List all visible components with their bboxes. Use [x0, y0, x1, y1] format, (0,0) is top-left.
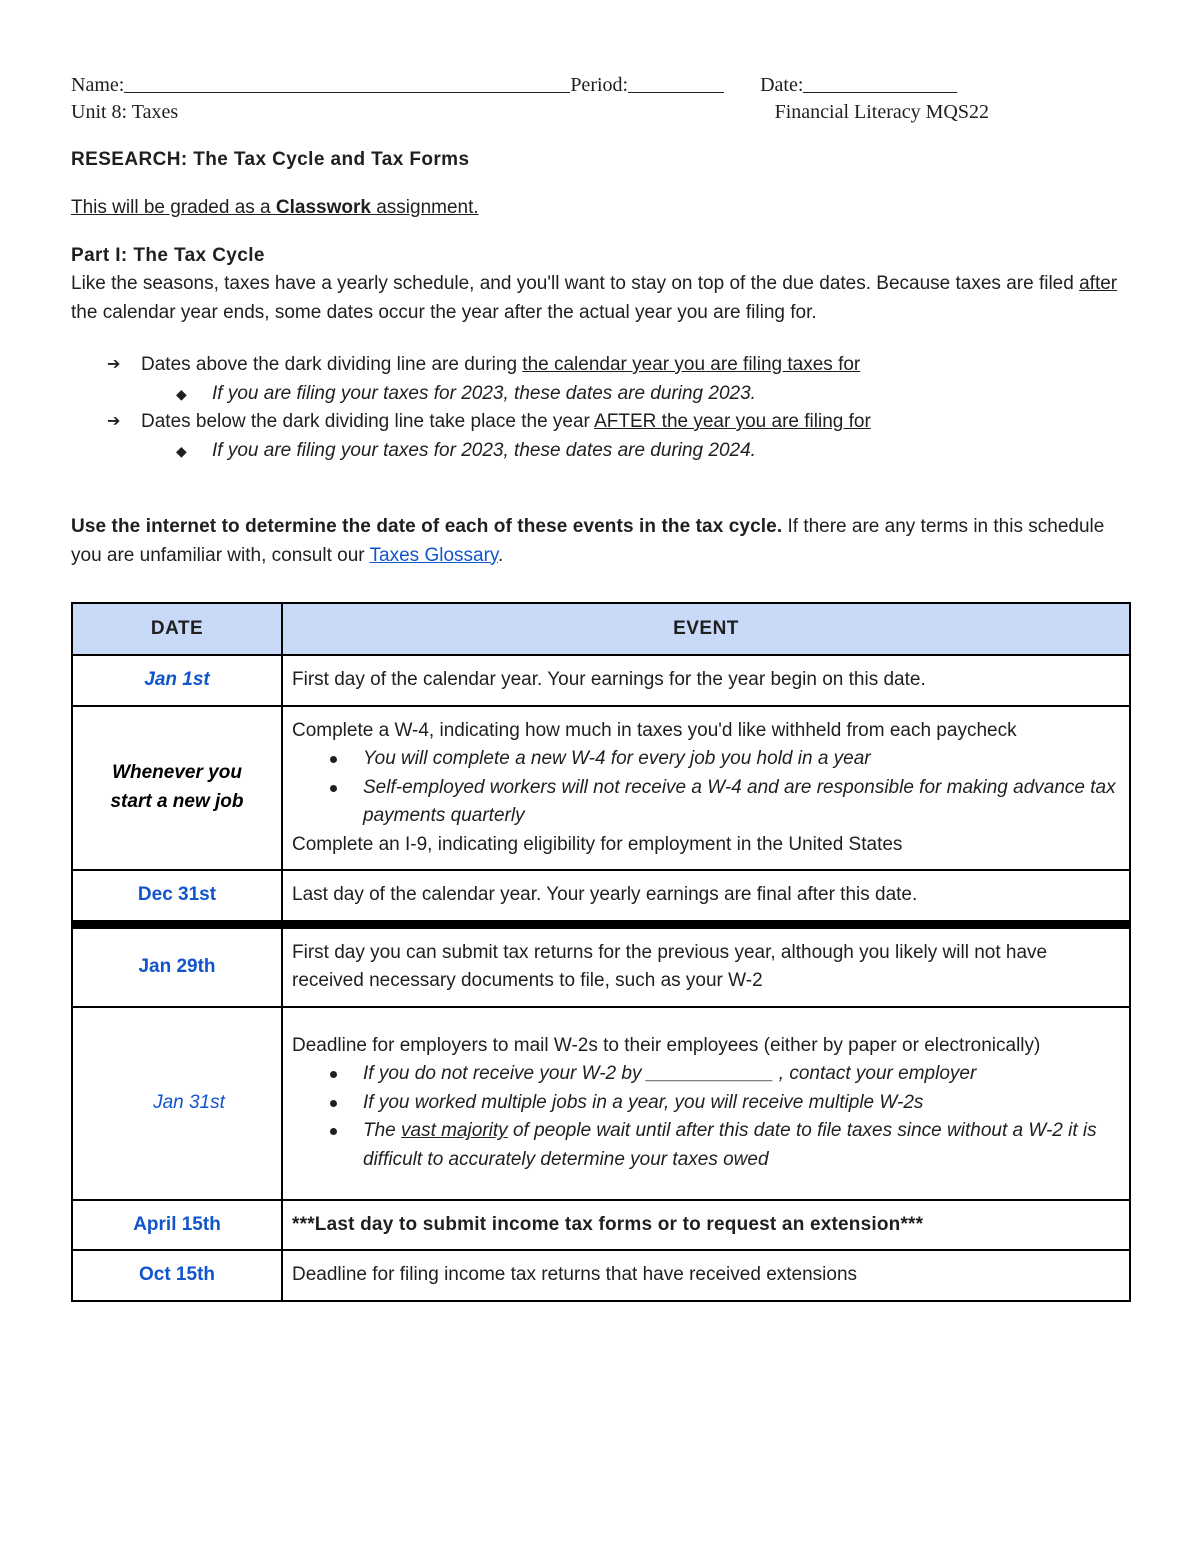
date-label: Date: — [760, 74, 804, 96]
event-text: Complete a W-4, indicating how much in taxes you'd like withheld from each paycheck — [292, 719, 1017, 741]
event-column-header: EVENT — [282, 603, 1130, 655]
header-fields-row — [71, 72, 1131, 99]
rule-example: If you are filing your taxes for 2023, these dates are during 2023. — [212, 382, 756, 404]
bullet-text: The — [363, 1120, 402, 1142]
table-row — [72, 1200, 1130, 1251]
rule-text: Dates above the dark dividing line are during — [141, 354, 523, 375]
rule-underlined: AFTER the year you are filing for — [594, 411, 871, 432]
bullet-icon — [330, 1071, 337, 1078]
bullet-text: Self-employed workers will not receive a W-4 and are responsible for making advance tax payments quarterly — [363, 776, 1116, 826]
instructions-end: . — [498, 544, 504, 566]
grading-note — [71, 194, 1131, 222]
name-label: Name: — [71, 74, 125, 96]
arrow-icon: ➔ — [107, 356, 121, 373]
bullet-underlined: vast majority — [401, 1120, 508, 1142]
diamond-icon: ◆ — [176, 442, 187, 459]
rule-text: Dates below the dark dividing line take place the year — [141, 411, 595, 432]
header-unit-row — [71, 99, 989, 126]
date-field[interactable] — [803, 72, 957, 93]
tax-cycle-table — [71, 602, 1131, 1302]
name-field[interactable] — [124, 72, 570, 93]
date-cell — [72, 706, 282, 871]
intro-underlined: after — [1079, 273, 1118, 294]
date-line: start a new job — [110, 790, 244, 812]
period-label: Period: — [570, 74, 629, 96]
intro-text-1: Like the seasons, taxes have a yearly schedule, and you'll want to stay on top of the due dates. Because taxes are filed — [71, 273, 1080, 294]
date-cell: Jan 31st — [72, 1007, 282, 1200]
bullet-text: If you worked multiple jobs in a year, you will receive multiple W-2s — [363, 1091, 924, 1113]
unit-label: Unit 8: Taxes — [71, 101, 179, 123]
event-cell: Deadline for filing income tax returns that have received extensions — [282, 1250, 1130, 1301]
event-cell: First day of the calendar year. Your earnings for the year begin on this date. — [282, 655, 1130, 706]
rule-example: If you are filing your taxes for 2023, these dates are during 2024. — [212, 439, 756, 461]
event-cell — [282, 706, 1130, 871]
date-cell: Oct 15th — [72, 1250, 282, 1301]
grading-prefix: This will be graded as a — [71, 197, 276, 218]
table-row — [72, 706, 1130, 871]
period-field[interactable] — [628, 72, 724, 93]
date-cell: April 15th — [72, 1200, 282, 1251]
list-item — [292, 774, 1121, 831]
arrow-icon: ➔ — [107, 413, 121, 430]
date-rules-list — [71, 351, 1131, 465]
event-cell: First day you can submit tax returns for the previous year, although you likely will not have received necessary documents to file, such as your W-2 — [282, 924, 1130, 1007]
table-row — [72, 655, 1130, 706]
event-bullets — [292, 1060, 1121, 1174]
table-row — [72, 870, 1130, 924]
diamond-icon: ◆ — [176, 385, 187, 402]
list-item — [71, 408, 1131, 437]
part1-heading: Part I: The Tax Cycle — [71, 245, 265, 266]
rule-underlined: the calendar year you are filing taxes for — [522, 354, 861, 375]
event-cell: ***Last day to submit income tax forms or to request an extension*** — [282, 1200, 1130, 1251]
table-row — [72, 924, 1130, 1007]
event-cell — [282, 1007, 1130, 1200]
list-item — [292, 1117, 1121, 1174]
page-title: RESEARCH: The Tax Cycle and Tax Forms — [71, 149, 470, 170]
course-label: Financial Literacy MQS22 — [774, 101, 989, 123]
instructions-bold: Use the internet to determine the date of each of these events in the tax cycle. — [71, 516, 783, 537]
bullet-text: of people wait until after this date to file taxes since without a W-2 it is difficult to accurately determine your taxes owed — [363, 1120, 1097, 1170]
date-cell: Dec 31st — [72, 870, 282, 924]
table-row — [72, 1250, 1130, 1301]
part1-intro — [71, 270, 1131, 327]
bullet-text: If you do not receive your W-2 by ____________ , contact your employer — [363, 1063, 977, 1085]
event-bullets — [292, 745, 1121, 831]
date-line: Whenever you — [112, 762, 242, 784]
event-cell: Last day of the calendar year. Your yearly earnings are final after this date. — [282, 870, 1130, 924]
grading-suffix: assignment. — [370, 197, 479, 218]
bullet-icon — [330, 756, 337, 763]
list-item — [71, 351, 1131, 380]
date-column-header: DATE — [72, 603, 282, 655]
list-item — [292, 745, 1121, 774]
event-text: Complete an I-9, indicating eligibility for employment in the United States — [292, 833, 903, 855]
grading-type: Classwork — [275, 197, 371, 218]
table-row — [72, 1007, 1130, 1200]
worksheet-page — [71, 72, 1131, 570]
instructions — [71, 513, 1131, 570]
date-cell: Jan 29th — [72, 924, 282, 1007]
header-block — [71, 72, 1131, 126]
bullet-icon — [330, 1128, 337, 1135]
list-item — [292, 1060, 1121, 1089]
bullet-icon — [330, 785, 337, 792]
bullet-icon — [330, 1100, 337, 1107]
event-text: Deadline for employers to mail W-2s to their employees (either by paper or electronically) — [292, 1034, 1041, 1056]
instructions-text: If there are any terms in this schedule you are unfamiliar with, consult our — [71, 516, 1105, 566]
intro-text-2: the calendar year ends, some dates occur the year after the actual year you are filing for. — [71, 301, 817, 323]
list-item — [292, 1089, 1121, 1118]
taxes-glossary-link[interactable]: Taxes Glossary — [369, 544, 498, 566]
table-header-row — [72, 603, 1130, 655]
date-cell: Jan 1st — [72, 655, 282, 706]
list-item — [71, 437, 1131, 466]
bullet-text: You will complete a new W-4 for every job you hold in a year — [363, 748, 871, 769]
list-item — [71, 380, 1131, 409]
